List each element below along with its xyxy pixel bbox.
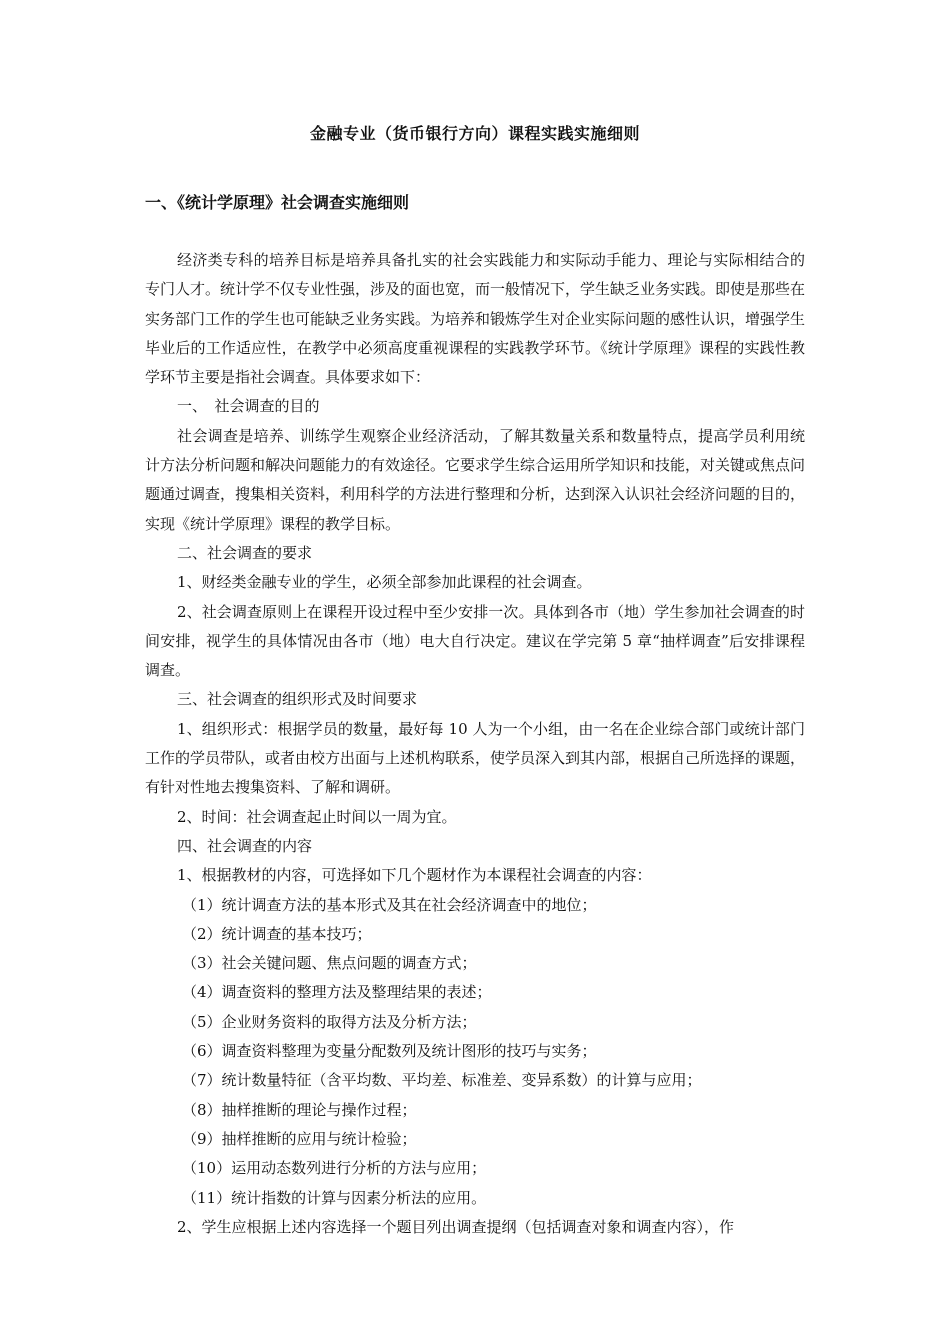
heading-purpose: 一、 社会调查的目的 (177, 397, 320, 416)
topic-item: （10）运用动态数列进行分析的方法与应用； (182, 1159, 487, 1178)
paragraph-requirement-2: 2、社会调查原则上在课程开设过程中至少安排一次。具体到各市（地）学生参加社会调查的时间安排，视学生的具体情况由各市（地）电大自行决定。建议在学完第 5 章“抽样调查”后安排课程调查。 (145, 602, 805, 680)
topic-item: （7）统计数量特征（含平均数、平均差、标准差、变异系数）的计算与应用； (182, 1071, 702, 1090)
topic-item: （1）统计调查方法的基本形式及其在社会经济调查中的地位； (182, 895, 597, 914)
paragraph-closing: 2、学生应根据上述内容选择一个题目列出调查提纲（包括调查对象和调查内容），作 (177, 1217, 735, 1236)
topic-list (145, 891, 805, 1213)
topic-item: （11）统计指数的计算与因素分析法的应用。 (182, 1188, 487, 1207)
paragraph-requirement-1: 1、财经类金融专业的学生，必须全部参加此课程的社会调查。 (177, 573, 592, 592)
heading-content: 四、社会调查的内容 (177, 836, 313, 855)
topic-item: （8）抽样推断的理论与操作过程； (182, 1100, 417, 1119)
section-heading: 一、《统计学原理》社会调查实施细则 (145, 193, 410, 212)
topic-item: （6）调查资料整理为变量分配数列及统计图形的技巧与实务； (182, 1042, 597, 1061)
topic-item: （2）统计调查的基本技巧； (182, 924, 372, 943)
heading-requirements: 二、社会调查的要求 (177, 543, 313, 562)
topic-item: （9）抽样推断的应用与统计检验； (182, 1129, 417, 1148)
paragraph-purpose: 社会调查是培养、训练学生观察企业经济活动，了解其数量关系和数量特点，提高学员利用统计方法分析问题和解决问题能力的有效途径。它要求学生综合运用所学知识和技能，对关键或焦点问题通过调查，搜集相关资料，利用科学的方法进行整理和分析，达到深入认识社会经济问题的目的，实现《统计学原理》课程的教学目标。 (145, 426, 806, 533)
paragraph-content-intro: 1、根据教材的内容，可选择如下几个题材作为本课程社会调查的内容： (177, 866, 652, 885)
topic-item: （4）调查资料的整理方法及整理结果的表述； (182, 983, 492, 1002)
document-body (145, 246, 805, 1242)
topic-item: （5）企业财务资料的取得方法及分析方法； (182, 1012, 477, 1031)
paragraph-intro: 经济类专科的培养目标是培养具备扎实的社会实践能力和实际动手能力、理论与实际相结合的专门人才。统计学不仅专业性强，涉及的面也宽，而一般情况下，学生缺乏业务实践。即使是那些在实务部门工作的学生也可能缺乏业务实践。为培养和锻炼学生对企业实际问题的感性认识，增强学生毕业后的工作适应性，在教学中必须高度重视课程的实践教学环节。《统计学原理》课程的实践性教学环节主要是指社会调查。具体要求如下： (145, 251, 806, 387)
topic-item: （3）社会关键问题、焦点问题的调查方式； (182, 954, 477, 973)
paragraph-time: 2、时间：社会调查起止时间以一周为宜。 (177, 807, 457, 826)
heading-organization: 三、社会调查的组织形式及时间要求 (177, 690, 418, 709)
document-title: 金融专业（货币银行方向）课程实践实施细则 (309, 124, 640, 143)
paragraph-organization-form: 1、组织形式：根据学员的数量，最好每 10 人为一个小组，由一名在企业综合部门或统计部门工作的学员带队，或者由校方出面与上述机构联系，使学员深入到其内部，根据自己所选择的课题，有针对性地去搜集资料、了解和调研。 (145, 719, 806, 797)
